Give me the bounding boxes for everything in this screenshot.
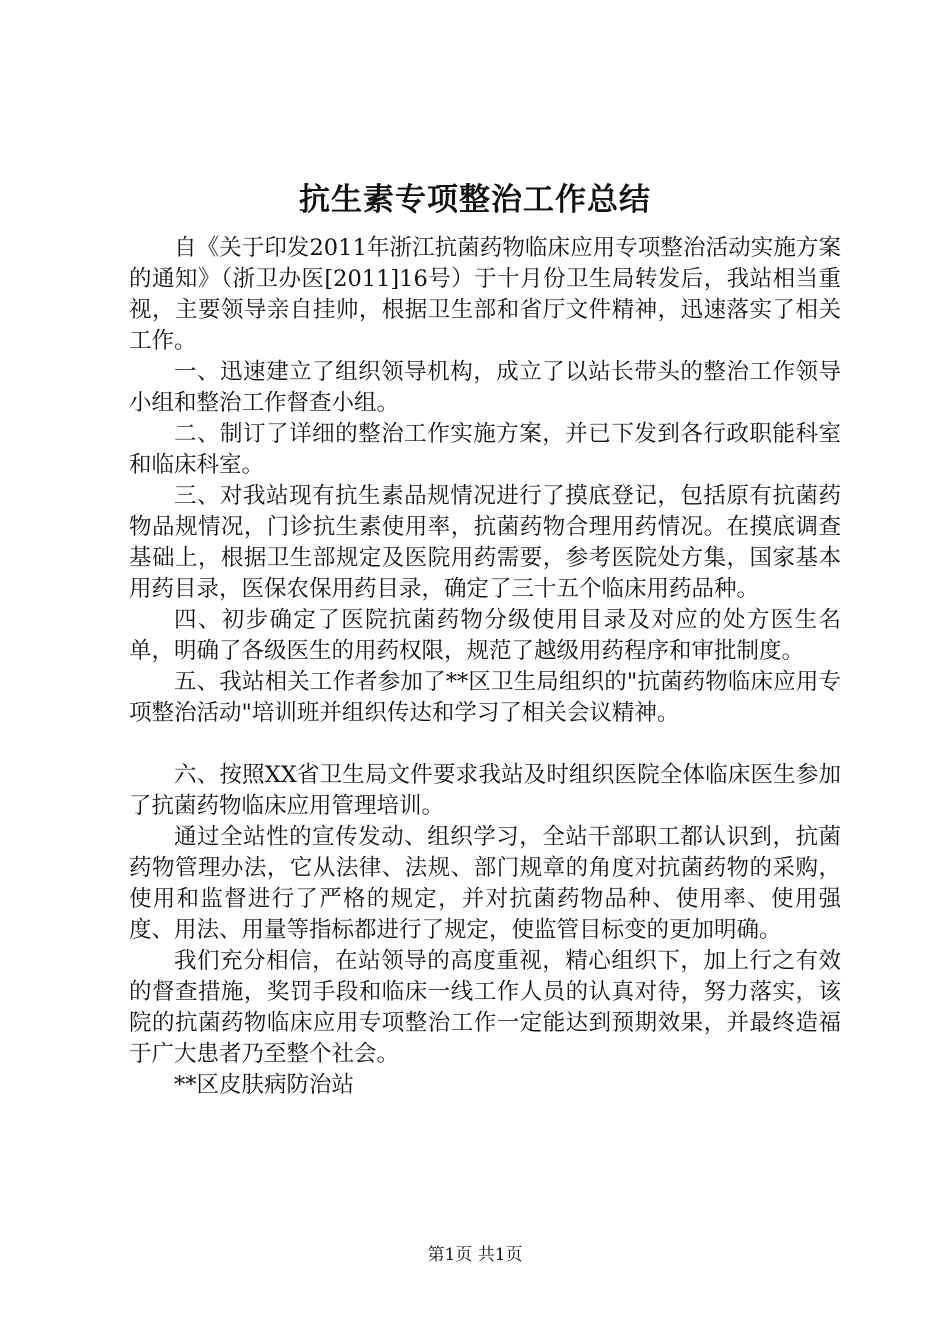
document-title: 抗生素专项整治工作总结: [299, 182, 651, 218]
signature: **区皮肤病防治站: [174, 1072, 355, 1098]
paragraph-item-2: 二、制订了详细的整治工作实施方案，并已下发到各行政职能科室和临床科室。: [129, 421, 841, 478]
paragraph-intro: 自《关于印发2011年浙江抗菌药物临床应用专项整治活动实施方案的通知》（浙卫办医[2011]16号）于十月份卫生局转发后，我站相当重视，主要领导亲自挂帅，根据卫生部和省厅文件精神，迅速落实了相关工作。: [129, 235, 841, 354]
paragraph-item-5: 五、我站相关工作者参加了**区卫生局组织的"抗菌药物临床应用专项整治活动"培训班并组织传达和学习了相关会议精神。: [129, 669, 841, 726]
paragraph-item-3: 三、对我站现有抗生素品规情况进行了摸底登记，包括原有抗菌药物品规情况，门诊抗生素使用率，抗菌药物合理用药情况。在摸底调查基础上，根据卫生部规定及医院用药需要，参考医院处方集，国家基本用药目录，医保农保用药目录，确定了三十五个临床用药品种。: [129, 483, 841, 602]
paragraph-conclusion: 我们充分相信，在站领导的高度重视，精心组织下，加上行之有效的督查措施，奖罚手段和临床一线工作人员的认真对待，努力落实，该院的抗菌药物临床应用专项整治工作一定能达到预期效果，并最终造福于广大患者乃至整个社会。: [129, 948, 841, 1067]
paragraph-summary: 通过全站性的宣传发动、组织学习，全站干部职工都认识到，抗菌药物管理办法，它从法律、法规、部门规章的角度对抗菌药物的采购，使用和监督进行了严格的规定，并对抗菌药物品种、使用率、使用强度、用法、用量等指标都进行了规定，使监管目标变的更加明确。: [129, 824, 841, 943]
paragraph-item-4: 四、初步确定了医院抗菌药物分级使用目录及对应的处方医生名单，明确了各级医生的用药权限，规范了越级用药程序和审批制度。: [129, 607, 841, 664]
paragraph-item-1: 一、迅速建立了组织领导机构，成立了以站长带头的整治工作领导小组和整治工作督查小组。: [129, 359, 841, 416]
page-footer: 第1页 共1页: [427, 1245, 523, 1265]
document-body: [129, 233, 841, 1101]
paragraph-item-6: 六、按照XX省卫生局文件要求我站及时组织医院全体临床医生参加了抗菌药物临床应用管理培训。: [129, 762, 841, 819]
